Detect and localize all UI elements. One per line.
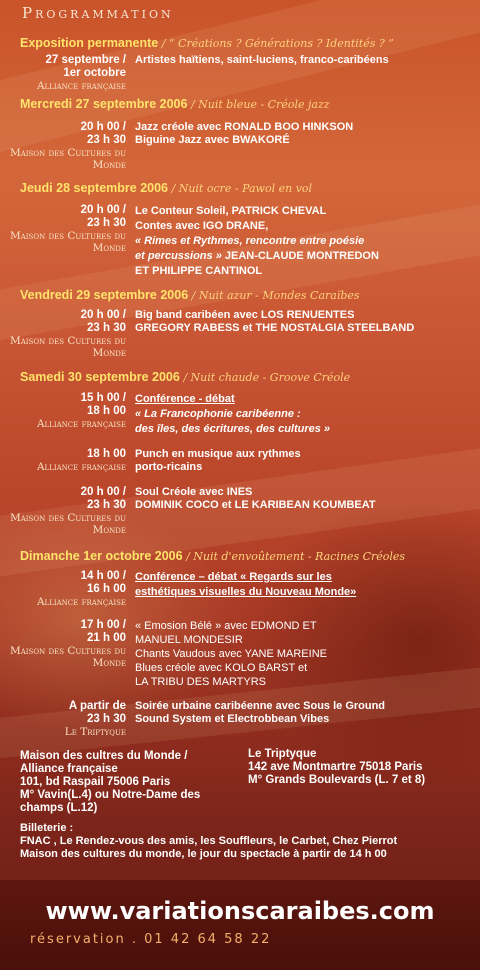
section-date: Mercredi 27 septembre 2006 (20, 97, 188, 111)
event-venue: Alliance française (36, 80, 126, 92)
section-title (20, 181, 312, 195)
event-description: Jazz créole avec RONALD BOO HINKSON Biguine Jazz avec BWAKORÉ (135, 121, 354, 146)
section-title (20, 370, 350, 384)
section-theme: / Nuit ocre - Pawol en vol (171, 182, 313, 195)
page-header: Programmation (22, 4, 174, 22)
website-link[interactable]: www.variationscaraibes.com (45, 897, 435, 925)
section-title (20, 97, 330, 111)
event-time: 17 h 00 / 21 h 00 Maison des Cultures du Monde (0, 619, 126, 669)
event-venue: Alliance française (36, 461, 126, 473)
event-time: 14 h 00 / 16 h 00 Alliance française (0, 570, 126, 608)
event-description: Punch en musique aux rythmes porto-ricains (135, 448, 301, 473)
event-description: Artistes haïtiens, saint-luciens, franco-caribéens (135, 54, 389, 66)
event-venue: Maison des Cultures du Monde (9, 335, 126, 359)
section-date: Samedi 30 septembre 2006 (20, 370, 180, 384)
event-description: Big band caribéen avec LOS RENUENTES GREGORY RABESS et THE NOSTALGIA STEELBAND (135, 309, 415, 334)
event-venue: Le Triptyque (64, 726, 126, 738)
event-time: 20 h 00 / 23 h 30 Maison des Cultures du Monde (0, 309, 126, 359)
section-date: Exposition permanente (20, 36, 159, 50)
event-venue: Maison des Cultures du Monde (9, 512, 126, 536)
event-time: 20 h 00 / 23 h 30 Maison des Cultures du Monde (0, 121, 126, 171)
section-date: Jeudi 28 septembre 2006 (20, 181, 168, 195)
section-theme: / Nuit chaude - Groove Créole (183, 371, 351, 384)
section-title (20, 288, 360, 302)
section-theme: / Nuit d'envoûtement - Racines Créoles (186, 550, 406, 563)
event-time: 15 h 00 / 18 h 00 Alliance française (0, 392, 126, 430)
event-description: Soul Créole avec INES DOMINIK COCO et LE KARIBEAN KOUMBEAT (135, 486, 376, 511)
section-title (20, 36, 394, 50)
event-venue: Alliance française (36, 418, 126, 430)
event-description: Soirée urbaine caribéenne avec Sous le Ground Sound System et Electrobbean Vibes (135, 700, 386, 725)
event-description: Le Conteur Soleil, PATRICK CHEVAL Contes avec IGO DRANE, « Rimes et Rythmes, rencontre entre poésie et percussions » JEAN-CLAUDE MONTREDON ET PHILIPPE CANTINOL (135, 205, 379, 277)
event-time: 20 h 00 / 23 h 30 Maison des Cultures du Monde (0, 204, 126, 254)
venue-address-left: Maison des cultres du Monde / Alliance française 101, bd Raspail 75006 Paris M° Vavin(L.4) ou Notre-Dame des champs (L.12) (20, 750, 201, 814)
event-time: 27 septembre / 1er octobre Alliance française (0, 54, 126, 92)
event-venue: Maison des Cultures du Monde (9, 645, 126, 669)
event-time: A partir de 23 h 30 Le Triptyque (0, 700, 126, 738)
venue-address-right: Le Triptyque 142 ave Montmartre 75018 Paris M° Grands Boulevards (L. 7 et 8) (248, 748, 426, 786)
section-theme: / Nuit bleue - Créole jazz (190, 98, 330, 111)
event-venue: Maison des Cultures du Monde (9, 230, 126, 254)
reservation-phone: réservation . 01 42 64 58 22 (30, 932, 272, 947)
section-theme: / “ Créations ? Générations ? Identités ? ” (161, 37, 394, 50)
event-description: « Emosion Bélé » avec EDMOND ET MANUEL MONDESIR Chants Vaudous avec YANE MAREINE Blues créole avec KOLO BARST et LA TRIBU DES MARTYRS (135, 620, 327, 688)
billeterie: Billeterie : FNAC , Le Rendez-vous des amis, les Souffleurs, le Carbet, Chez Pierrot Maison des cultures du monde, le jour du spectacle à partir de 14 h 00 (20, 822, 398, 860)
event-venue: Maison des Cultures du Monde (9, 147, 126, 171)
event-description: Conférence – débat « Regards sur les esthétiques visuelles du Nouveau Monde» (135, 571, 357, 598)
event-description: Conférence - débat « La Francophonie caribéenne : des îles, des écritures, des cultures » (135, 393, 331, 435)
footer-band (0, 880, 480, 970)
section-date: Dimanche 1er octobre 2006 (20, 549, 183, 563)
section-title (20, 549, 405, 563)
section-theme: / Nuit azur - Mondes Caraïbes (191, 289, 360, 302)
event-time: 18 h 00 Alliance française (0, 448, 126, 473)
event-venue: Alliance française (36, 596, 126, 608)
section-date: Vendredi 29 septembre 2006 (20, 288, 189, 302)
event-time: 20 h 00 / 23 h 30 Maison des Cultures du Monde (0, 486, 126, 536)
